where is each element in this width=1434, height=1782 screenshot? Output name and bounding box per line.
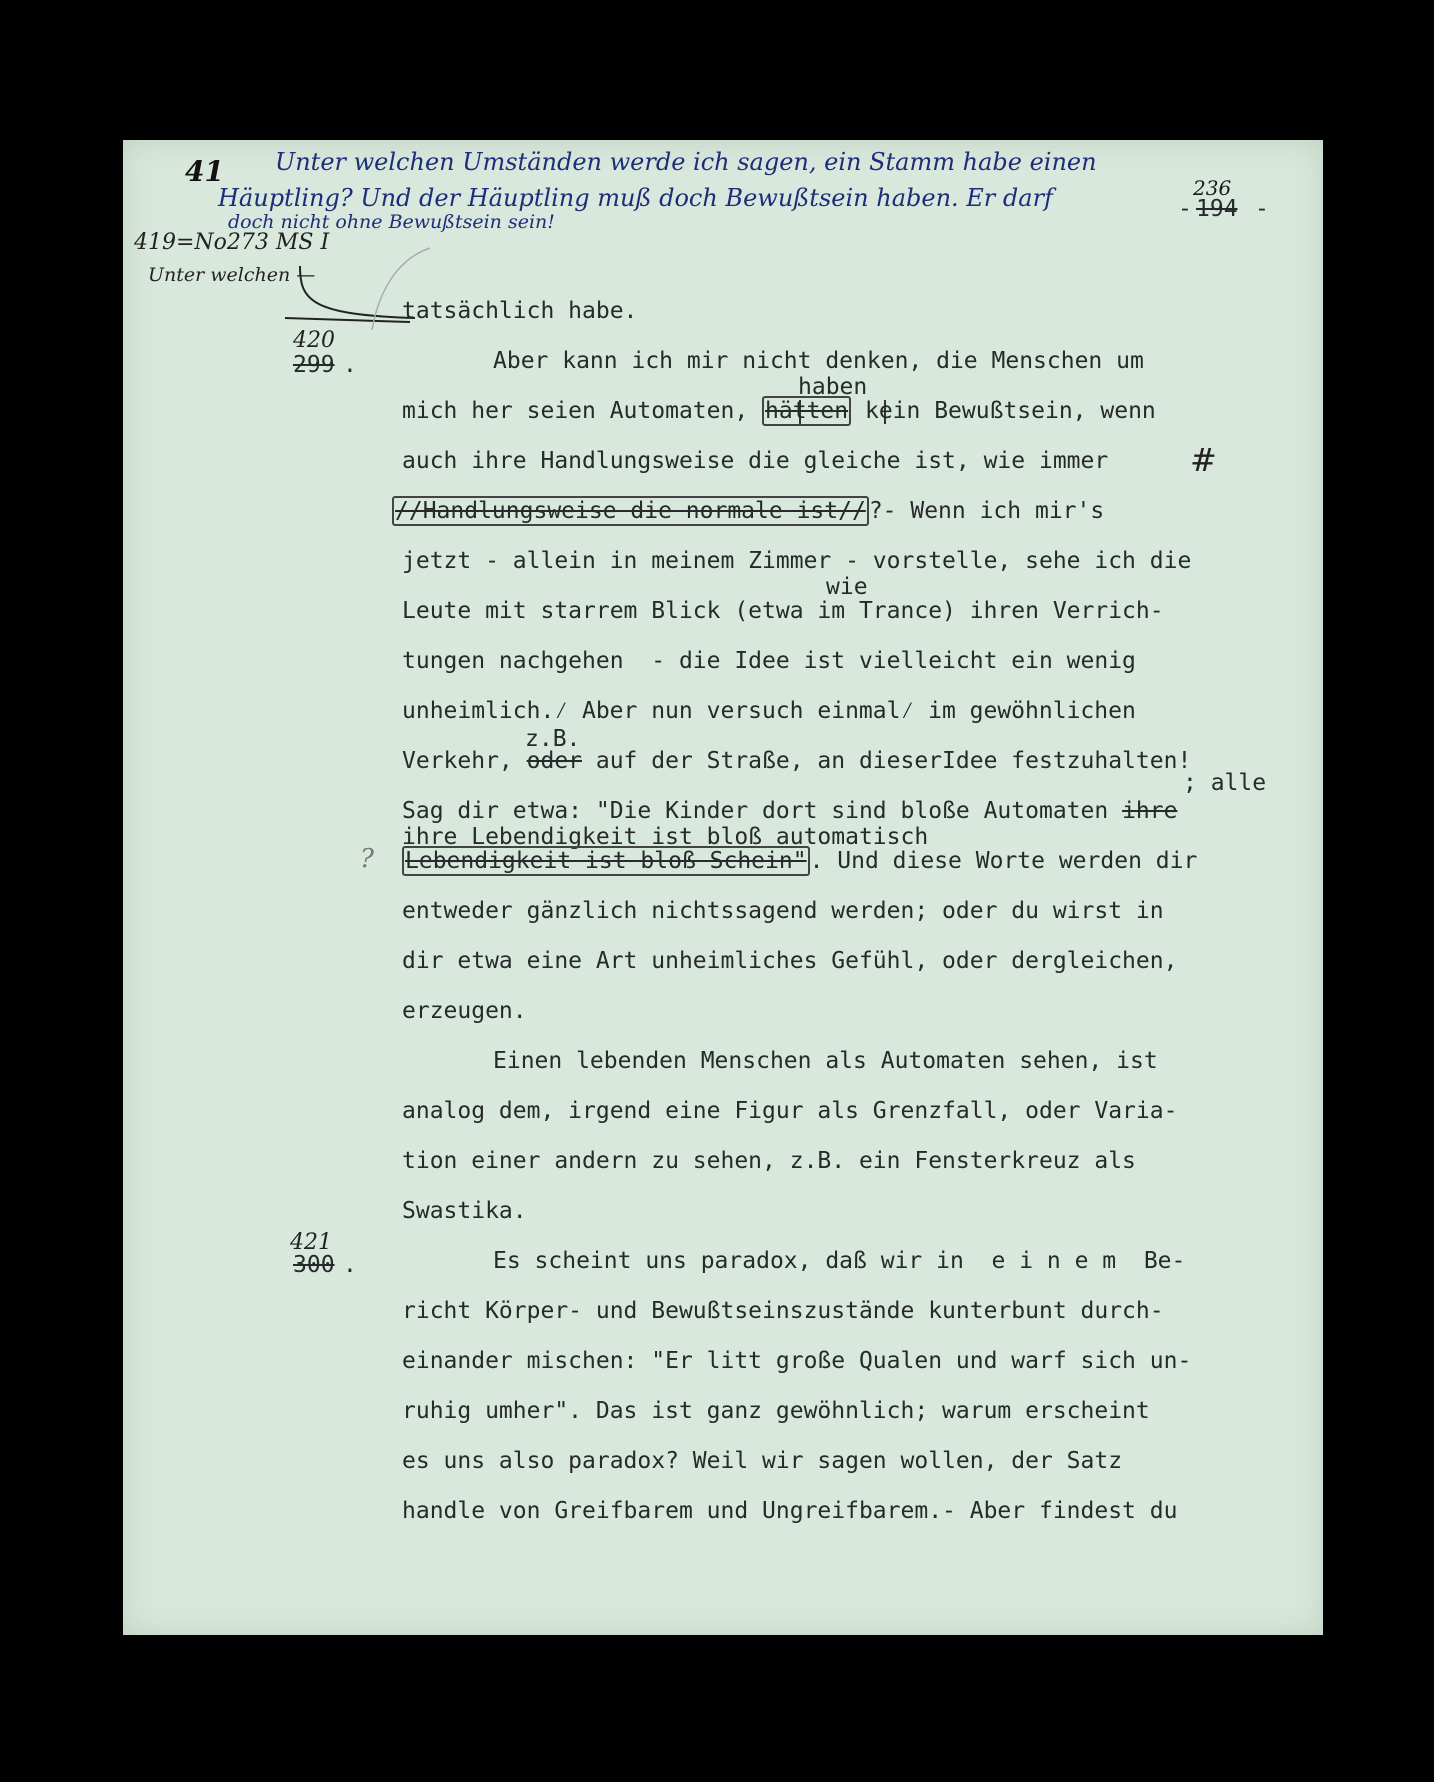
text-line-18: Swastika.	[402, 1198, 527, 1224]
text-line-9-a: Verkehr,	[402, 748, 527, 774]
text-line-13: dir etwa eine Art unheimliches Gefühl, oder dergleichen,	[402, 948, 1178, 974]
handwritten-mark-41: 41	[185, 155, 224, 188]
text-line-6: Leute mit starrem Blick (etwa im Trance) ihren Verrich-	[402, 598, 1164, 624]
remark-number-old-300: 300	[293, 1252, 335, 1278]
text-line-21: einander mischen: "Er litt große Qualen und warf sich un-	[402, 1348, 1192, 1374]
text-line-10-strike: ihre	[1122, 798, 1178, 824]
remark-number-new-420: 420	[293, 328, 335, 353]
page-number-dash-right: -	[1255, 196, 1269, 222]
text-line-20: richt Körper- und Bewußtseinszustände kunterbunt durch-	[402, 1298, 1164, 1324]
text-line-0: tatsächlich habe.	[402, 298, 638, 324]
text-line-9-strike: oder	[526, 748, 583, 774]
text-line-11-strike: Lebendigkeit ist bloß Schein"	[402, 846, 810, 876]
text-line-9-b: auf der Straße, an dieserIdee festzuhalten!	[582, 748, 1192, 774]
text-line-10	[402, 800, 1177, 823]
text-line-5: jetzt - allein in meinem Zimmer - vorstelle, sehe ich die	[402, 548, 1192, 574]
handwritten-note-line1: Unter welchen Umständen werde ich sagen, ein Stamm habe einen	[275, 148, 1097, 176]
text-line-3: auch ihre Handlungsweise die gleiche ist, wie immer	[402, 448, 1109, 474]
hash-mark: #	[1190, 441, 1217, 479]
text-line-9	[402, 750, 1191, 773]
text-line-14: erzeugen.	[402, 998, 527, 1024]
text-line-16: analog dem, irgend eine Figur als Grenzfall, oder Varia-	[402, 1098, 1178, 1124]
pencil-question-mark: ?	[360, 844, 374, 874]
text-line-4	[392, 500, 1104, 523]
page-number-old: 194	[1196, 196, 1238, 222]
text-line-11-b: . Und diese Worte werden dir	[809, 848, 1198, 874]
text-line-1: Aber kann ich mir nicht denken, die Menschen um	[493, 348, 1144, 374]
remark-number-suffix-2: .	[343, 1252, 357, 1278]
text-line-24: handle von Greifbarem und Ungreifbarem.- Aber findest du	[402, 1498, 1178, 1524]
text-line-17: tion einer andern zu sehen, z.B. ein Fensterkreuz als	[402, 1148, 1136, 1174]
text-line-2-a: mich her seien Automaten,	[402, 398, 763, 424]
text-line-4-strike: //Handlungsweise die normale ist//	[392, 496, 869, 526]
page-number-new: 236	[1193, 176, 1232, 200]
handwritten-note-line2: Häuptling? Und der Häuptling muß doch Bewußtsein haben. Er darf	[218, 184, 1053, 212]
text-line-12: entweder gänzlich nichtssagend werden; oder du wirst in	[402, 898, 1164, 924]
text-line-7: tungen nachgehen - die Idee ist vielleicht ein wenig	[402, 648, 1136, 674]
text-insertion-haben: haben	[798, 374, 868, 400]
text-insertion-lebendigkeit: ihre Lebendigkeit ist bloß automatisch	[402, 824, 929, 850]
text-line-2-strike: hätten	[762, 396, 851, 426]
text-insertion-wie: wie	[826, 574, 868, 600]
text-line-4-b: ?- Wenn ich mir's	[868, 498, 1105, 524]
text-insertion-alle: ; alle	[1183, 770, 1267, 796]
text-line-19: Es scheint uns paradox, daß wir in e i n e m Be-	[493, 1248, 1186, 1274]
text-line-10-a: Sag dir etwa: "Die Kinder dort sind bloße Automaten	[402, 798, 1109, 824]
text-line-22: ruhig umher". Das ist ganz gewöhnlich; warum erscheint	[402, 1398, 1150, 1424]
text-line-15: Einen lebenden Menschen als Automaten sehen, ist	[493, 1048, 1158, 1074]
text-line-8: unheimlich.⁄ Aber nun versuch einmal⁄ im gewöhnlichen	[402, 698, 1136, 724]
text-line-2	[402, 400, 1156, 423]
text-line-11	[402, 850, 1197, 873]
text-line-2-b: kein Bewußtsein, wenn	[851, 398, 1156, 424]
handwritten-note-line3: doch nicht ohne Bewußtsein sein!	[228, 211, 555, 233]
remark-number-new-421: 421	[290, 1230, 332, 1255]
text-line-23: es uns also paradox? Weil wir sagen wollen, der Satz	[402, 1448, 1123, 1474]
remark-number-old-299: 299	[293, 352, 335, 378]
pencil-reference-2: Unter welchen —	[148, 264, 316, 286]
page-number-dash-left: -	[1178, 196, 1192, 222]
text-insertion-zb: z.B.	[525, 726, 581, 752]
pencil-reference: 419=No273 MS I	[134, 230, 330, 255]
remark-number-suffix-1: .	[343, 352, 357, 378]
